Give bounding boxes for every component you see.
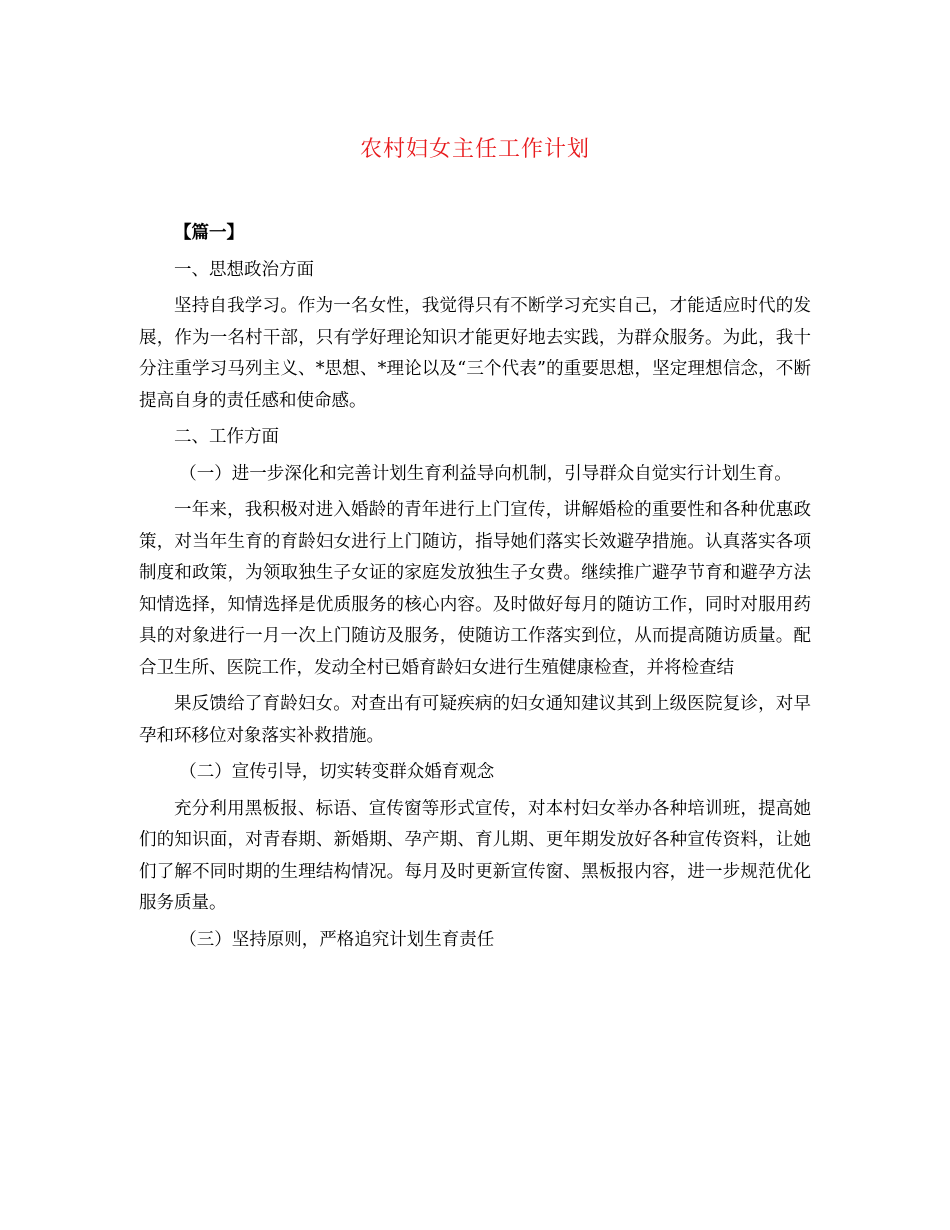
- paragraph-visits: 一年来，我积极对进入婚龄的青年进行上门宣传，讲解婚检的重要性和各种优惠政策，对当年生育的育龄妇女进行上门随访，指导她们落实长效避孕措施。认真落实各项制度和政策，为领取独生子女证的家庭发放独生子女费。继续推广避孕节育和避孕方法知情选择，知情选择是优质服务的核心内容。及时做好每月的随访工作，同时对服用药具的对象进行一月一次上门随访及服务，使随访工作落实到位，从而提高随访质量。配合卫生所、医院工作，发动全村已婚育龄妇女进行生殖健康检查，并将检查结: [139, 500, 811, 678]
- paragraph-self-study: 坚持自我学习。作为一名女性，我觉得只有不断学习充实自己，才能适应时代的发展，作为一名村干部，只有学好理论知识才能更好地去实践，为群众服务。为此，我十分注重学习马列主义、*思想、*理论以及“三个代表”的重要思想，坚定理想信念，不断提高自身的责任感和使命感。: [139, 296, 811, 411]
- paragraph-feedback: 果反馈给了育龄妇女。对查出有可疑疾病的妇女通知建议其到上级医院复诊，对早孕和环移位对象落实补救措施。: [139, 694, 811, 746]
- section-label: 【篇一】: [174, 223, 244, 243]
- subheading-3: （三）坚持原则，严格追究计划生育责任: [179, 929, 495, 950]
- document-body: [139, 218, 811, 961]
- subheading-2: （二）宣传引导，切实转变群众婚育观念: [179, 762, 495, 782]
- paragraph-publicity: 充分利用黑板报、标语、宣传窗等形式宣传，对本村妇女举办各种培训班，提高她们的知识面，对青春期、新婚期、孕产期、育儿期、更年期发放好各种宣传资料，让她们了解不同时期的生理结构情况。每月及时更新宣传窗、黑板报内容，进一步规范优化服务质量。: [139, 798, 811, 913]
- section-heading-work: 二、工作方面: [174, 427, 279, 447]
- subheading-1: （一）进一步深化和完善计划生育利益导向机制，引导群众自觉实行计划生育。: [179, 463, 792, 484]
- document-title: 农村妇女主任工作计划: [359, 137, 590, 162]
- section-heading-politics: 一、思想政治方面: [174, 259, 314, 280]
